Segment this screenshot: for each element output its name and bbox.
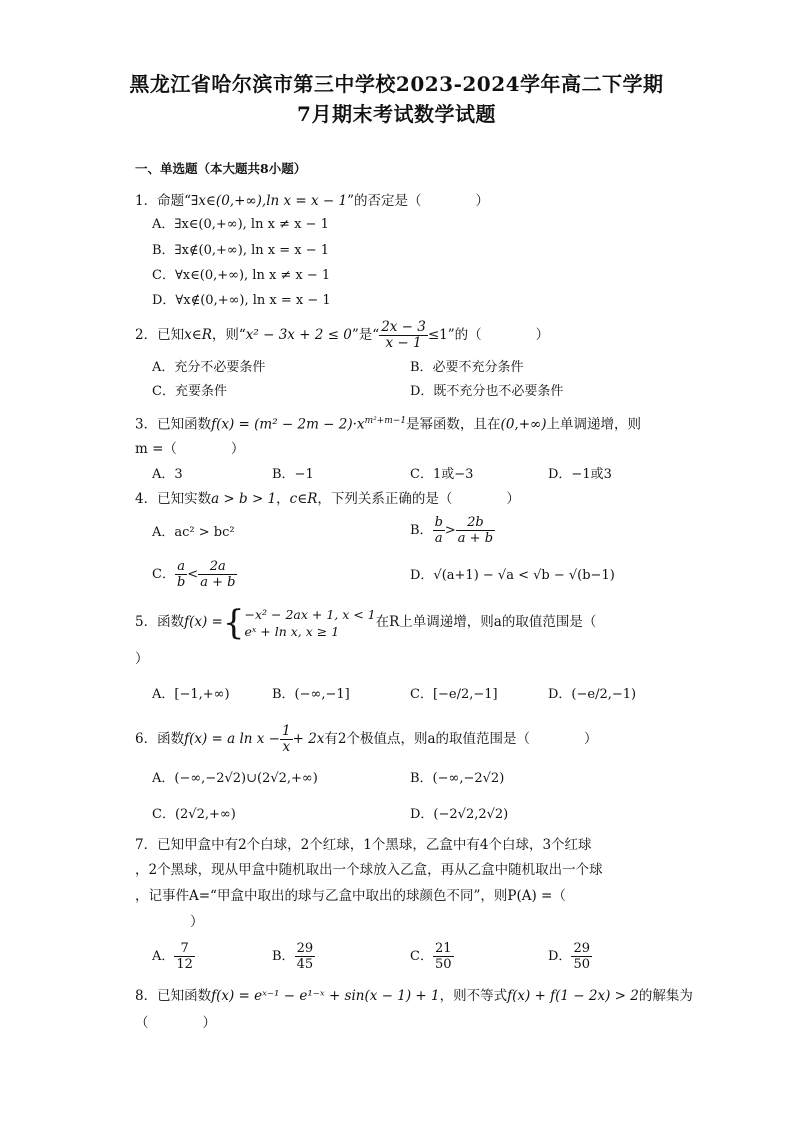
q5-text-b: 在R上单调递增，则a的取值范围是（ bbox=[375, 614, 597, 630]
q7-c-frac bbox=[433, 941, 454, 972]
q2-text-a: 2．已知 bbox=[135, 327, 185, 343]
question-6-stem bbox=[135, 722, 598, 756]
question-4-stem bbox=[135, 490, 520, 508]
q4-option-a[interactable]: A．ac² > bc² bbox=[152, 525, 235, 540]
q5-case-1: −x² − 2ax + 1, x < 1 bbox=[244, 606, 376, 622]
q4-b-label: B． bbox=[410, 523, 433, 538]
exam-title-line1: 黑龙江省哈尔滨市第三中学校2023-2024学年高二下学期 bbox=[129, 72, 664, 96]
q7-b-den: 45 bbox=[296, 957, 314, 972]
q4-c-label: C． bbox=[152, 567, 175, 582]
q1-option-a[interactable]: A．∃x∈(0,+∞), ln x ≠ x − 1 bbox=[152, 217, 329, 232]
q3-text-b: 是幂函数，且在 bbox=[406, 416, 501, 433]
q4-option-c[interactable] bbox=[152, 558, 237, 592]
q1-text-b: ”的否定是（ ） bbox=[347, 193, 490, 209]
q5-option-a[interactable]: A．[−1,+∞) bbox=[152, 687, 230, 702]
q6-text-a: 6．函数 bbox=[135, 731, 185, 747]
q6-text-b: 有2个极值点，则a的取值范围是（ ） bbox=[324, 731, 598, 747]
q4-c-frac1-den: b bbox=[176, 575, 186, 590]
q8-math-2: f(x) + f(1 − 2x) > 2 bbox=[507, 988, 639, 1004]
q3-option-a[interactable]: A．3 bbox=[152, 467, 183, 482]
q5-cases bbox=[244, 606, 375, 640]
q2-text-c: ”是“ bbox=[351, 327, 380, 343]
q6-option-a[interactable]: A．(−∞,−2√2)∪(2√2,+∞) bbox=[152, 771, 318, 786]
q4-b-frac2-den: a + b bbox=[457, 531, 494, 546]
q7-d-frac bbox=[571, 941, 592, 972]
q2-frac-numerator: 2x − 3 bbox=[381, 319, 426, 335]
q8-math: f(x) = eˣ⁻¹ − e¹⁻ˣ + sin(x − 1) + 1 bbox=[211, 988, 440, 1004]
q5-stem-line2: ） bbox=[135, 651, 149, 667]
q2-text-b: ，则“ bbox=[211, 327, 246, 343]
q3-text-a: 3．已知函数 bbox=[135, 416, 212, 433]
q2-option-a[interactable]: A．充分不必要条件 bbox=[152, 360, 266, 375]
q4-option-d[interactable]: D．√(a+1) − √a < √b − √(b−1) bbox=[410, 568, 615, 583]
q3-text-c: 上单调递增，则 bbox=[546, 416, 642, 433]
q2-frac-denominator: x − 1 bbox=[385, 335, 422, 351]
q6-option-c[interactable]: C．(2√2,+∞) bbox=[152, 807, 236, 822]
q7-b-label: B． bbox=[272, 949, 295, 964]
q4-text-b: ， bbox=[276, 491, 290, 507]
question-8-stem bbox=[135, 987, 693, 1005]
exam-title-line2: 7月期末考试数学试题 bbox=[297, 102, 496, 126]
q6-math: f(x) = a ln x − bbox=[184, 731, 280, 747]
q7-option-a[interactable] bbox=[152, 940, 195, 974]
q2-option-d[interactable]: D．既不充分也不必要条件 bbox=[410, 384, 564, 399]
q3-math: f(x) = (m² − 2m − 2)·x bbox=[211, 416, 365, 433]
q3-option-b[interactable]: B．−1 bbox=[272, 467, 314, 482]
q4-c-frac2-den: a + b bbox=[200, 575, 236, 590]
q7-a-den: 12 bbox=[176, 957, 193, 972]
q4-option-b[interactable] bbox=[410, 514, 495, 548]
q4-c-relation: < bbox=[187, 567, 199, 582]
q7-c-num: 21 bbox=[434, 941, 452, 956]
q7-line-3: ，记事件A=“甲盒中取出的球与乙盒中取出的球颜色不同”，则P(A) =（ bbox=[135, 888, 566, 904]
q7-d-label: D． bbox=[548, 949, 572, 964]
question-3-stem bbox=[135, 412, 641, 434]
q7-option-d[interactable] bbox=[548, 940, 592, 974]
q4-b-relation: > bbox=[444, 523, 456, 538]
question-5-stem bbox=[135, 602, 596, 642]
q7-b-num: 29 bbox=[296, 941, 314, 956]
q3-exponent: m²+m−1 bbox=[364, 416, 407, 426]
q7-line-2: ，2个黑球，现从甲盒中随机取出一个球放入乙盒，再从乙盒中随机取出一个球 bbox=[135, 862, 603, 878]
q2-text-d: ≤1”的（ ） bbox=[427, 327, 550, 343]
q4-math: a > b > 1 bbox=[211, 491, 277, 507]
q4-b-frac1-num: b bbox=[434, 515, 443, 530]
q4-b-frac1-den: a bbox=[434, 531, 443, 546]
q7-d-den: 50 bbox=[573, 957, 590, 972]
question-1-stem bbox=[135, 192, 489, 210]
q5-math: f(x) = bbox=[184, 614, 223, 630]
q1-text-a: 1．命题“ bbox=[135, 193, 191, 209]
section-heading: 一、单选题（本大题共8小题） bbox=[135, 161, 307, 176]
q2-option-b[interactable]: B．必要不充分条件 bbox=[410, 360, 524, 375]
q2-option-c[interactable]: C．充要条件 bbox=[152, 384, 227, 399]
q5-brace: { bbox=[222, 602, 245, 643]
q3-stem-line2: m =（ ） bbox=[135, 441, 245, 457]
q6-frac-numerator: 1 bbox=[282, 723, 291, 739]
q7-a-label: A． bbox=[152, 949, 175, 964]
q4-c-frac2-num: 2a bbox=[198, 559, 237, 575]
q8-text-c: 的解集为 bbox=[638, 988, 693, 1004]
q7-a-num: 7 bbox=[174, 941, 195, 957]
q4-b-frac-1 bbox=[433, 515, 445, 546]
q7-d-num: 29 bbox=[573, 941, 590, 956]
q5-case-2: eˣ + ln x, x ≥ 1 bbox=[244, 623, 340, 639]
q5-text-a: 5．函数 bbox=[135, 614, 185, 630]
q4-text-a: 4．已知实数 bbox=[135, 491, 212, 507]
q6-option-b[interactable]: B．(−∞,−2√2) bbox=[410, 771, 505, 786]
q2-math-2: x² − 3x + 2 ≤ 0 bbox=[245, 327, 352, 343]
q5-option-c[interactable]: C．[−e/2,−1] bbox=[410, 687, 498, 702]
q5-option-d[interactable]: D．(−e/2,−1) bbox=[548, 687, 637, 702]
q6-math-2: + 2x bbox=[292, 731, 325, 747]
q7-a-frac bbox=[174, 941, 195, 972]
q6-fraction bbox=[280, 724, 293, 755]
q1-option-b[interactable]: B．∃x∉(0,+∞), ln x = x − 1 bbox=[152, 243, 330, 258]
q5-option-b[interactable]: B．(−∞,−1] bbox=[272, 687, 350, 702]
q6-frac-denominator: x bbox=[282, 739, 291, 755]
q4-c-frac-1 bbox=[175, 559, 187, 590]
q4-math-2: c∈R bbox=[289, 491, 318, 507]
q4-c-frac-2 bbox=[198, 559, 237, 590]
q3-math-2: (0,+∞) bbox=[500, 416, 547, 433]
q1-option-c[interactable]: C．∀x∈(0,+∞), ln x ≠ x − 1 bbox=[152, 268, 331, 283]
q7-option-c[interactable] bbox=[410, 940, 454, 974]
q7-c-label: C． bbox=[410, 949, 433, 964]
q7-b-frac bbox=[295, 941, 316, 972]
q6-option-d[interactable]: D．(−2√2,2√2) bbox=[410, 807, 509, 822]
question-2-stem bbox=[135, 318, 549, 352]
q7-c-den: 50 bbox=[434, 957, 452, 972]
q7-line-4: ） bbox=[190, 914, 204, 930]
q8-stem-line2: （ ） bbox=[135, 1015, 216, 1031]
q7-option-b[interactable] bbox=[272, 940, 315, 974]
q8-text-b: ，则不等式 bbox=[439, 988, 508, 1004]
q2-math-1: x∈R bbox=[184, 327, 212, 343]
q1-option-d[interactable]: D．∀x∉(0,+∞), ln x = x − 1 bbox=[152, 293, 331, 308]
q2-fraction bbox=[379, 320, 428, 351]
q8-text-a: 8．已知函数 bbox=[135, 988, 212, 1004]
q7-line-1: 7．已知甲盒中有2个白球，2个红球，1个黑球，乙盒中有4个白球，3个红球 bbox=[135, 837, 592, 853]
q3-option-c[interactable]: C．1或−3 bbox=[410, 467, 474, 482]
q4-b-frac-2 bbox=[456, 515, 495, 546]
q4-text-c: ，下列关系正确的是（ ） bbox=[317, 491, 520, 507]
q4-c-frac1-num: a bbox=[175, 559, 187, 575]
q3-option-d[interactable]: D．−1或3 bbox=[548, 467, 612, 482]
q4-b-frac2-num: 2b bbox=[456, 515, 495, 531]
q1-math: ∃x∈(0,+∞),ln x = x − 1 bbox=[191, 193, 348, 209]
